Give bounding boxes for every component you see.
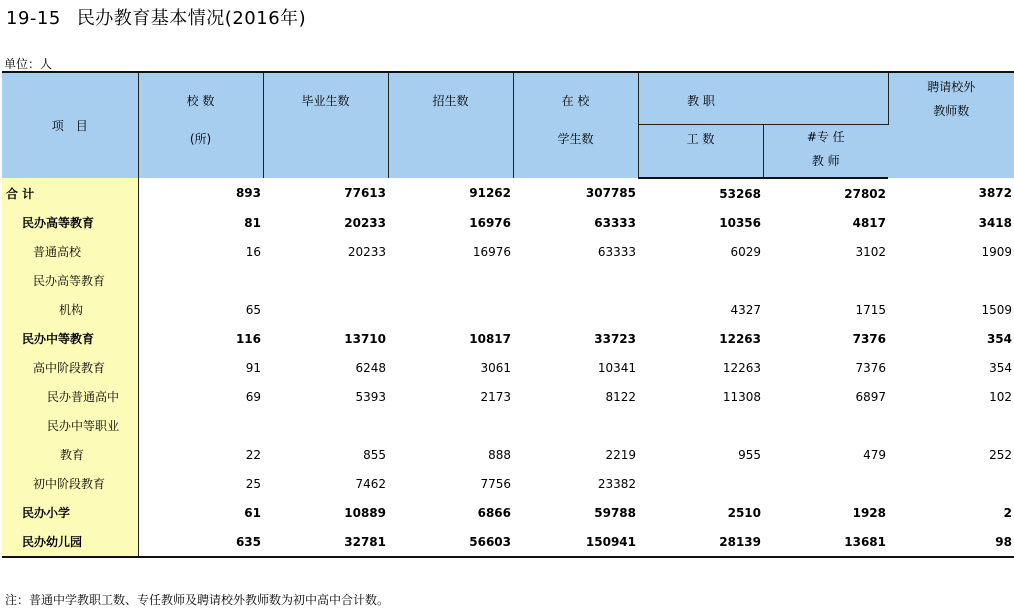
row-label: 民办小学 bbox=[2, 498, 138, 527]
table-cell bbox=[763, 411, 888, 440]
table-cell: 1715 bbox=[855, 302, 886, 317]
table-cell: 6029 bbox=[730, 244, 761, 259]
table-cell: 32781 bbox=[263, 527, 388, 557]
table-title: 民办教育基本情况(2016年) bbox=[76, 8, 307, 29]
header-fulltime bbox=[763, 124, 888, 178]
table-cell bbox=[763, 469, 888, 498]
table-row bbox=[2, 208, 1014, 237]
header-staff-line1: 教 职 bbox=[687, 94, 715, 108]
table-cell: 33723 bbox=[594, 331, 636, 346]
table-cell: 1909 bbox=[981, 244, 1012, 259]
row-label: 合 计 bbox=[2, 178, 138, 208]
table-cell bbox=[513, 266, 638, 295]
table-row bbox=[2, 353, 1014, 382]
table-cell: 1509 bbox=[981, 302, 1012, 317]
table-cell bbox=[888, 469, 1014, 498]
table-row bbox=[2, 324, 1014, 353]
header-item-label: 项 目 bbox=[51, 118, 88, 133]
table-cell: 7462 bbox=[355, 476, 386, 491]
row-label: 民办中等职业 bbox=[2, 411, 138, 440]
table-cell: 91 bbox=[245, 360, 261, 375]
row-label: 民办中等教育 bbox=[2, 324, 138, 353]
table-cell: 10889 bbox=[344, 505, 386, 520]
table-cell: 479 bbox=[863, 447, 886, 462]
table-cell: 77613 bbox=[344, 186, 386, 200]
table-cell bbox=[638, 411, 763, 440]
header-in-school bbox=[513, 72, 638, 178]
header-graduates-label: 毕业生数 bbox=[301, 94, 350, 108]
table-cell bbox=[763, 266, 888, 295]
header-item bbox=[2, 72, 138, 178]
table-cell bbox=[388, 266, 513, 295]
header-staff-sub bbox=[638, 124, 763, 178]
table-cell bbox=[138, 266, 263, 295]
row-label: 初中阶段教育 bbox=[2, 469, 138, 498]
header-external bbox=[888, 72, 1014, 178]
table-cell: 20233 bbox=[347, 244, 386, 259]
table-cell: 6897 bbox=[855, 389, 886, 404]
table-cell: 10817 bbox=[469, 331, 511, 346]
header-schools-line1: 校 数 bbox=[186, 94, 215, 108]
table-cell: 893 bbox=[235, 186, 261, 200]
row-label: 机构 bbox=[2, 295, 138, 324]
table-cell bbox=[138, 411, 263, 440]
row-label: 教育 bbox=[2, 440, 138, 469]
table-cell: 16976 bbox=[469, 215, 511, 230]
header-fulltime-line1: #专 任 bbox=[806, 129, 845, 144]
footnote: 注：普通中学教职工数、专任教师及聘请校外教师数为初中高中合计数。 bbox=[5, 593, 390, 607]
table-cell: 888 bbox=[488, 447, 511, 462]
table-cell: 27802 bbox=[844, 186, 886, 201]
table-cell: 56603 bbox=[388, 527, 513, 557]
table-row bbox=[2, 527, 1014, 557]
header-enrollment bbox=[388, 72, 513, 178]
table-cell: 22 bbox=[245, 447, 261, 462]
table-cell: 98 bbox=[888, 527, 1014, 557]
table-cell: 10341 bbox=[597, 360, 636, 375]
table-cell bbox=[638, 266, 763, 295]
table-row bbox=[2, 266, 1014, 295]
table-cell bbox=[263, 266, 388, 295]
table-cell: 12263 bbox=[722, 360, 761, 375]
table-cell: 25 bbox=[245, 476, 261, 491]
table-cell: 13681 bbox=[763, 527, 888, 557]
page-title bbox=[6, 4, 306, 30]
table-cell bbox=[263, 295, 388, 324]
table-cell: 10356 bbox=[719, 215, 761, 230]
table-cell: 63333 bbox=[597, 244, 636, 259]
table-cell: 13710 bbox=[344, 331, 386, 346]
table-cell: 252 bbox=[989, 447, 1012, 462]
table-cell: 53268 bbox=[719, 186, 761, 201]
unit-label: 单位：人 bbox=[4, 57, 53, 71]
table-cell: 5393 bbox=[355, 389, 386, 404]
table-cell: 102 bbox=[989, 389, 1012, 404]
statistics-table bbox=[2, 71, 1014, 558]
table-body bbox=[2, 178, 1014, 557]
table-cell: 69 bbox=[245, 389, 261, 404]
table-cell: 28139 bbox=[638, 527, 763, 557]
table-cell bbox=[888, 411, 1014, 440]
header-schools bbox=[138, 72, 263, 178]
table-cell: 16976 bbox=[472, 244, 511, 259]
header-external-line2: 教师数 bbox=[933, 104, 970, 118]
table-cell: 150941 bbox=[513, 527, 638, 557]
table-cell: 6248 bbox=[355, 360, 386, 375]
table-cell bbox=[388, 295, 513, 324]
table-row bbox=[2, 295, 1014, 324]
header-schools-line2: (所) bbox=[189, 132, 212, 146]
table-cell: 81 bbox=[244, 215, 261, 230]
table-cell: 20233 bbox=[344, 215, 386, 230]
table-cell: 11308 bbox=[722, 389, 761, 404]
row-label: 民办高等教育 bbox=[2, 208, 138, 237]
table-cell: 8122 bbox=[605, 389, 636, 404]
table-cell: 2219 bbox=[605, 447, 636, 462]
table-cell: 354 bbox=[986, 331, 1012, 346]
table-cell: 635 bbox=[138, 527, 263, 557]
table-cell: 116 bbox=[235, 331, 261, 346]
table-cell: 2173 bbox=[480, 389, 511, 404]
table-cell: 12263 bbox=[719, 331, 761, 346]
table-cell: 16 bbox=[245, 244, 261, 259]
table-cell bbox=[388, 411, 513, 440]
table-cell: 307785 bbox=[585, 186, 636, 200]
header-staff-line2: 工 数 bbox=[686, 131, 715, 146]
table-cell: 354 bbox=[989, 360, 1012, 375]
table-cell: 4327 bbox=[730, 302, 761, 317]
header-external-line1: 聘请校外 bbox=[927, 80, 976, 94]
table-cell: 7376 bbox=[855, 360, 886, 375]
table-row bbox=[2, 237, 1014, 266]
table-row bbox=[2, 411, 1014, 440]
table-row bbox=[2, 498, 1014, 527]
row-label: 民办高等教育 bbox=[2, 266, 138, 295]
table-cell: 4817 bbox=[852, 215, 886, 230]
row-label: 高中阶段教育 bbox=[2, 353, 138, 382]
table-cell: 7756 bbox=[480, 476, 511, 491]
row-label: 民办普通高中 bbox=[2, 382, 138, 411]
table-cell: 65 bbox=[245, 302, 261, 317]
table-row bbox=[2, 440, 1014, 469]
header-in-school-line2: 学生数 bbox=[557, 132, 594, 146]
table-cell: 3102 bbox=[855, 244, 886, 259]
table-cell: 63333 bbox=[594, 215, 636, 230]
table-row bbox=[2, 469, 1014, 498]
table-cell: 6866 bbox=[477, 505, 511, 520]
table-cell: 91262 bbox=[469, 186, 511, 200]
table-cell: 3061 bbox=[480, 360, 511, 375]
table-cell bbox=[888, 266, 1014, 295]
header-enrollment-label: 招生数 bbox=[432, 94, 469, 108]
header-graduates bbox=[263, 72, 388, 178]
table-cell bbox=[263, 411, 388, 440]
row-label: 民办幼儿园 bbox=[2, 527, 138, 557]
table-cell bbox=[513, 295, 638, 324]
table-cell: 3418 bbox=[978, 215, 1012, 230]
table-cell: 3872 bbox=[978, 186, 1012, 200]
header-staff bbox=[638, 72, 888, 124]
table-cell: 2 bbox=[1003, 505, 1012, 520]
table-row bbox=[2, 178, 1014, 208]
table-row bbox=[2, 382, 1014, 411]
table-cell: 2510 bbox=[727, 505, 761, 520]
header-fulltime-line2: 教 师 bbox=[811, 153, 840, 168]
header-in-school-line1: 在 校 bbox=[561, 94, 590, 108]
table-cell: 59788 bbox=[594, 505, 636, 520]
row-label: 普通高校 bbox=[2, 237, 138, 266]
table-cell bbox=[638, 469, 763, 498]
table-cell: 1928 bbox=[852, 505, 886, 520]
table-cell: 855 bbox=[363, 447, 386, 462]
table-cell: 23382 bbox=[597, 476, 636, 491]
table-cell: 955 bbox=[738, 447, 761, 462]
table-number: 19-15 bbox=[6, 8, 61, 29]
table-cell: 7376 bbox=[852, 331, 886, 346]
table-cell: 61 bbox=[244, 505, 261, 520]
table-cell bbox=[513, 411, 638, 440]
